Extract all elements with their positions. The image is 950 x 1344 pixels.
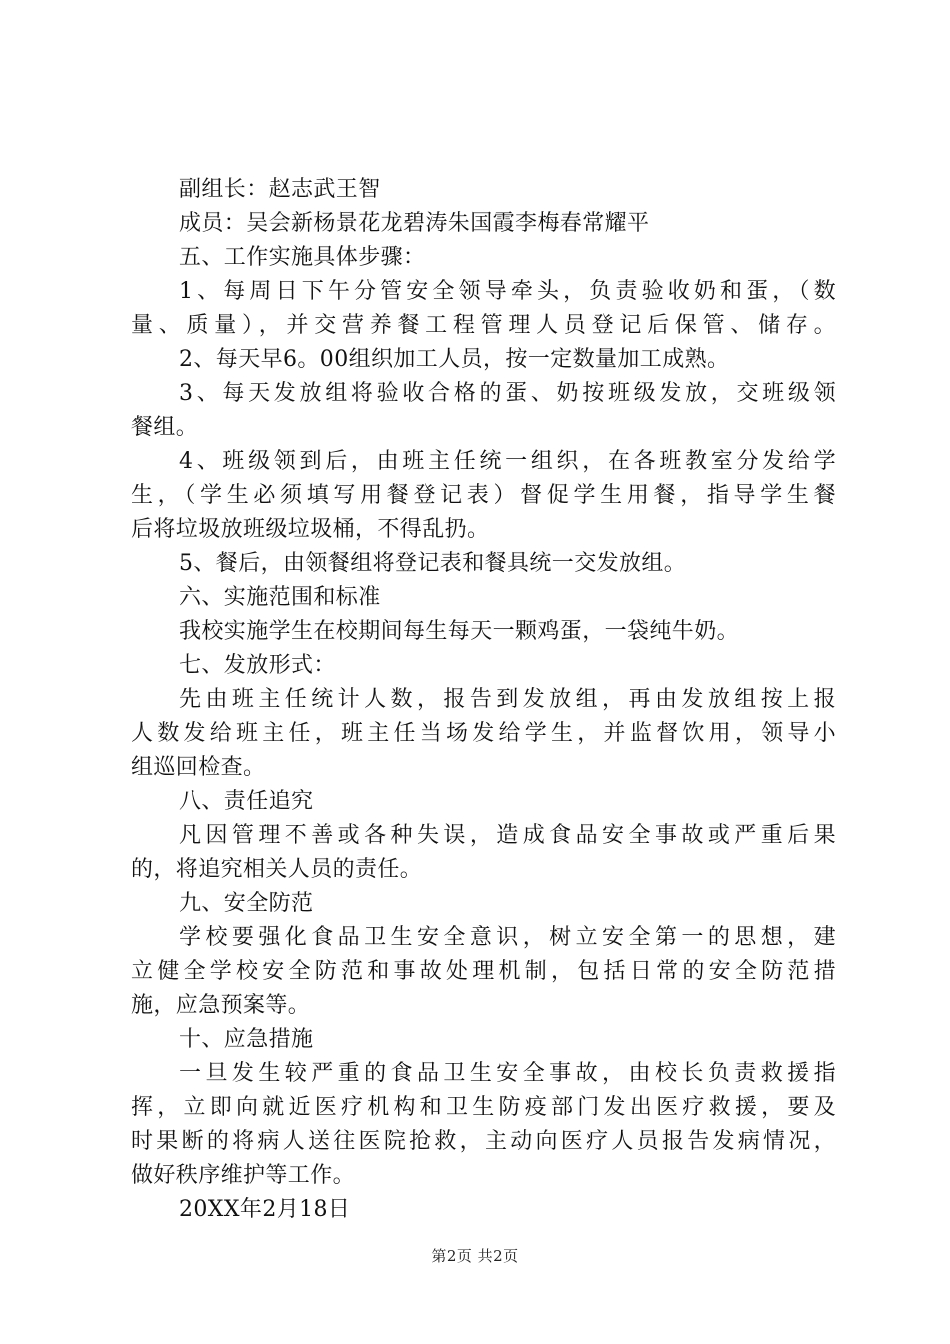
text-line: 挥，立即向就近医疗机构和卫生防疫部门发出医疗救援，要及 [131, 1095, 836, 1120]
text-line: 十、应急措施 [179, 1027, 314, 1052]
text-line: 人数发给班主任，班主任当场发给学生，并监督饮用，领导小 [131, 721, 836, 746]
text-line: 八、责任追究 [179, 789, 314, 814]
text-line: 时果断的将病人送往医院抢救，主动向医疗人员报告发病情况， [131, 1129, 836, 1154]
text-line: 餐组。 [131, 415, 199, 440]
text-line: 的，将追究相关人员的责任。 [131, 857, 423, 882]
text-line: 2、每天早6。00组织加工人员，按一定数量加工成熟。 [179, 347, 730, 372]
text-line: 成员：吴会新杨景花龙碧涛朱国霞李梅春常耀平 [179, 211, 650, 236]
text-line: 做好秩序维护等工作。 [131, 1163, 356, 1188]
text-line: 后将垃圾放班级垃圾桶，不得乱扔。 [131, 517, 490, 542]
text-line: 九、安全防范 [179, 891, 314, 916]
text-line: 副组长：赵志武王智 [179, 177, 381, 202]
text-line: 六、实施范围和标准 [179, 585, 381, 610]
text-line: 3、每天发放组将验收合格的蛋、奶按班级发放，交班级领 [179, 381, 836, 406]
text-line: 量、质量），并交营养餐工程管理人员登记后保管、储存。 [131, 313, 836, 338]
text-line: 生，（学生必须填写用餐登记表）督促学生用餐，指导学生餐 [131, 483, 836, 508]
text-line: 5、餐后，由领餐组将登记表和餐具统一交发放组。 [179, 551, 687, 576]
text-line: 学校要强化食品卫生安全意识，树立安全第一的思想，建 [179, 925, 836, 950]
text-line: 20XX年2月18日 [179, 1197, 351, 1222]
text-line: 凡因管理不善或各种失误，造成食品安全事故或严重后果 [179, 823, 836, 848]
text-line: 一旦发生较严重的食品卫生安全事故，由校长负责救援指 [179, 1061, 836, 1086]
text-line: 先由班主任统计人数，报告到发放组，再由发放组按上报 [179, 687, 836, 712]
text-line: 我校实施学生在校期间每生每天一颗鸡蛋，一袋纯牛奶。 [179, 619, 740, 644]
document-body [131, 173, 836, 1227]
text-line: 立健全学校安全防范和事故处理机制，包括日常的安全防范措 [131, 959, 836, 984]
text-line: 五、工作实施具体步骤： [179, 245, 426, 270]
text-line: 七、发放形式： [179, 653, 336, 678]
page-footer: 第2页 共2页 [431, 1247, 519, 1265]
text-line: 组巡回检查。 [131, 755, 266, 780]
text-line: 1、每周日下午分管安全领导牵头，负责验收奶和蛋，（数 [179, 279, 836, 304]
text-line: 4、班级领到后，由班主任统一组织，在各班教室分发给学 [179, 449, 836, 474]
text-line: 施，应急预案等。 [131, 993, 311, 1018]
